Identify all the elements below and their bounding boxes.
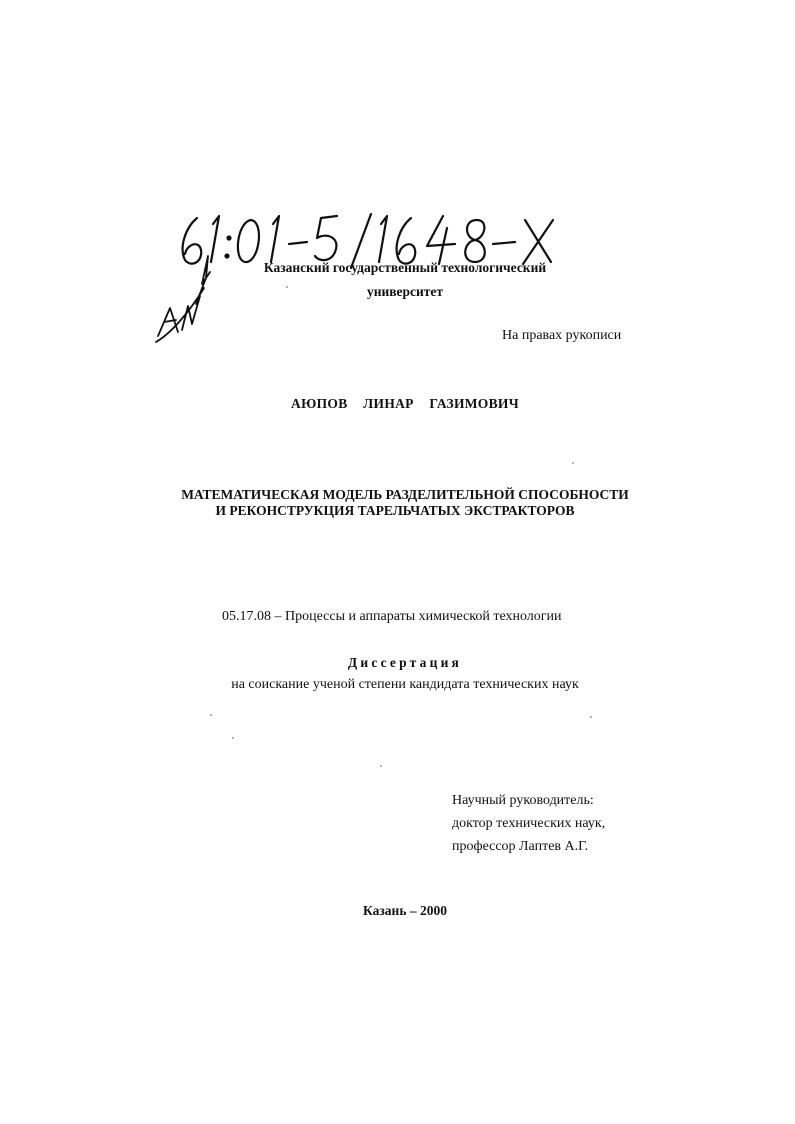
specialty-code: 05.17.08 – Процессы и аппараты химической технологии [222,609,562,624]
scan-speck [590,716,592,718]
dissertation-label: Диссертация [347,655,463,670]
university-name-line1: Казанский государственный технологический [263,260,547,275]
degree-line: на соискание ученой степени кандидата технических наук [231,677,579,692]
scan-speck [286,286,288,288]
university-name-line2: университет [366,284,444,299]
dissertation-title-line2: И РЕКОНСТРУКЦИЯ ТАРЕЛЬЧАТЫХ ЭКСТРАКТОРОВ [215,503,575,518]
supervisor-degree: доктор технических наук, [452,816,606,831]
manuscript-rights-note: На правах рукописи [502,328,622,343]
city-and-year: Казань – 2000 [363,903,447,918]
dissertation-title-line1: МАТЕМАТИЧЕСКАЯ МОДЕЛЬ РАЗДЕЛИТЕЛЬНОЙ СПОСОБНОСТИ [181,487,629,502]
scan-speck [232,737,234,739]
supervisor-name: профессор Лаптев А.Г. [452,839,589,854]
scan-speck [572,462,574,464]
scan-speck [210,714,212,716]
scan-speck [380,765,382,767]
author-name: АЮПОВ ЛИНАР ГАЗИМОВИЧ [291,396,519,411]
supervisor-block [452,789,605,858]
supervisor-label: Научный руководитель: [452,793,594,808]
